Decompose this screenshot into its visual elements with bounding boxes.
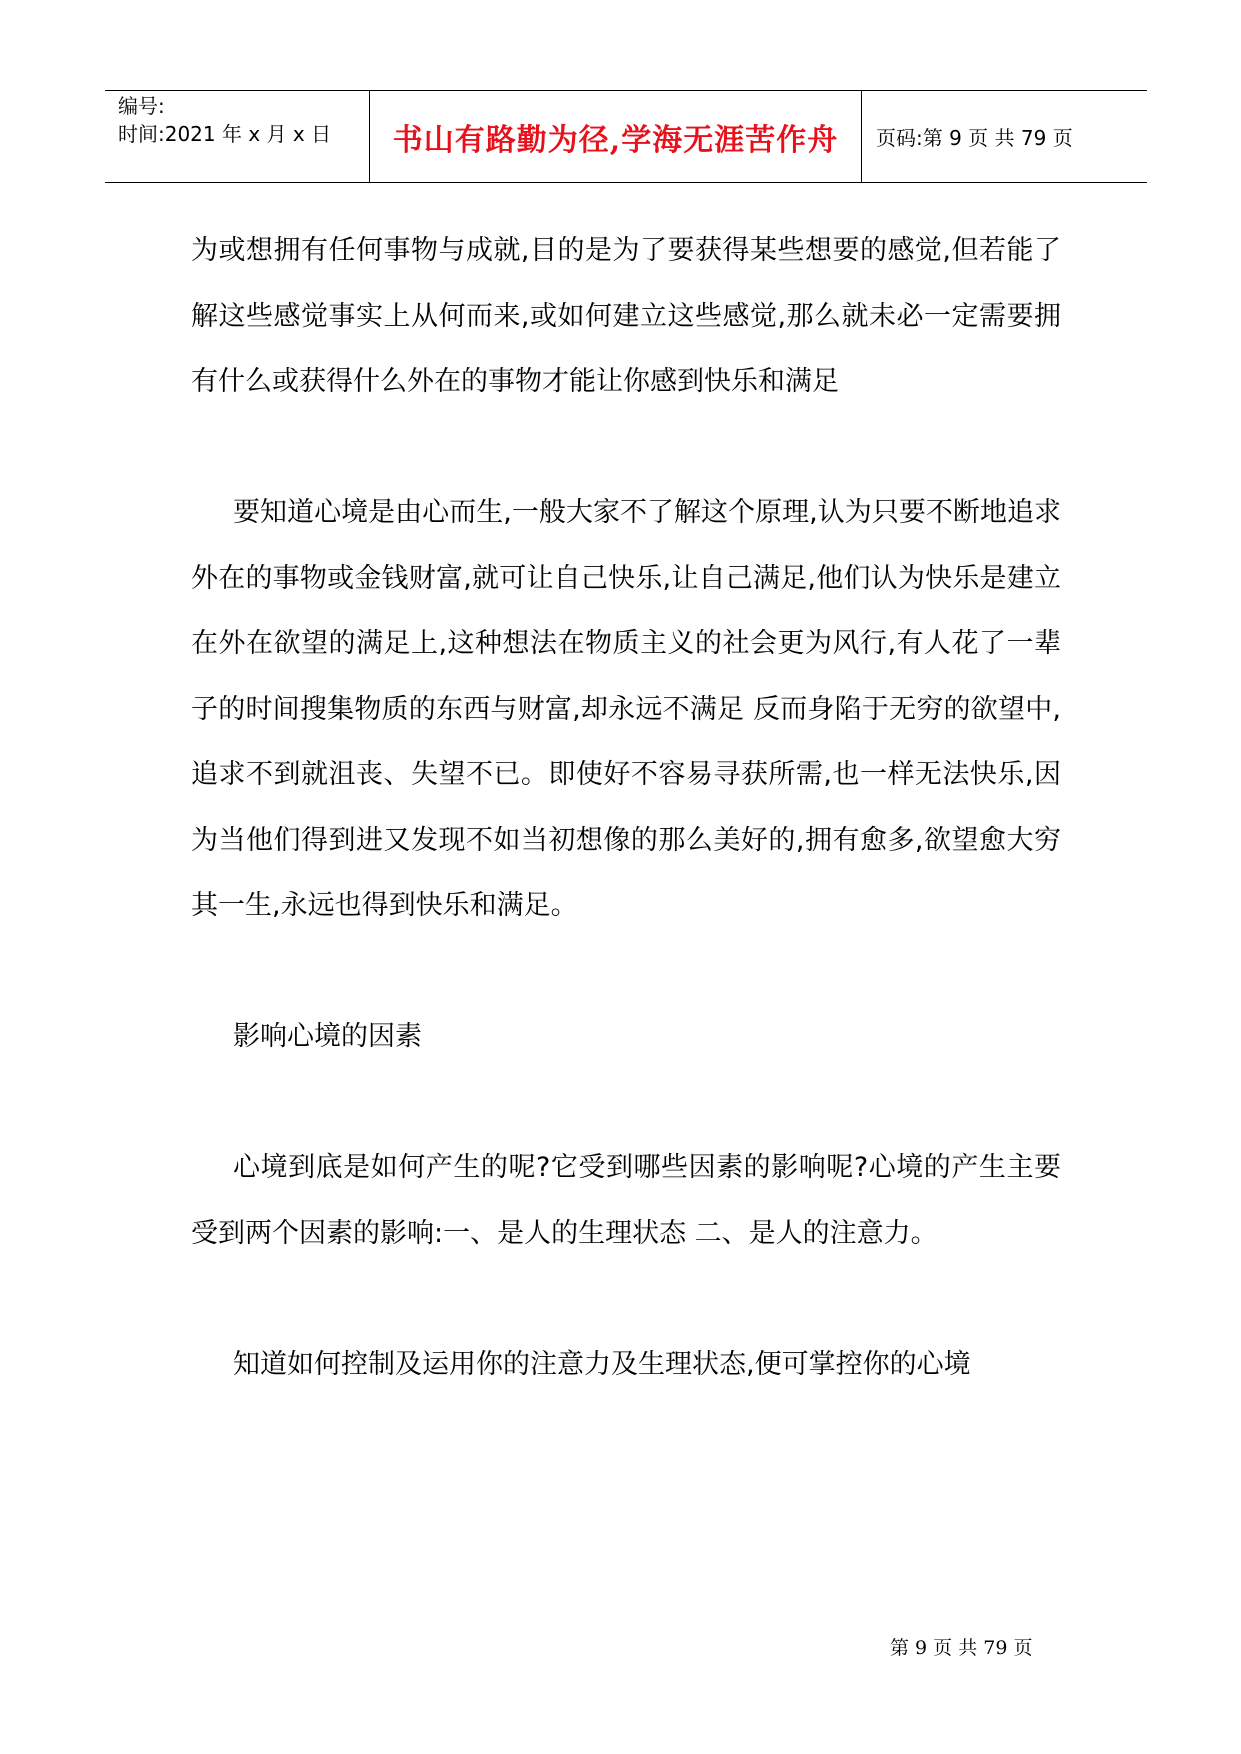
paragraph-1: 为或想拥有任何事物与成就,目的是为了要获得某些想要的感觉,但若能了解这些感觉事实上从何而来,或如何建立这些感觉,那么就未必一定需要拥有什么或获得什么外在的事物才能让你感到快乐和满足	[191, 235, 1061, 397]
paragraph-gap	[191, 415, 1061, 481]
header-meta	[118, 92, 331, 148]
section-heading: 影响心境的因素	[233, 1021, 422, 1052]
page-footer: 第 9 页 共 79 页	[890, 1637, 1033, 1659]
paragraph-gap	[191, 1266, 1061, 1332]
serial-number-label: 编号:	[118, 94, 165, 118]
header-page-code: 页码:第 9 页 共 79 页	[876, 126, 1073, 150]
paragraph-gap	[191, 939, 1061, 1005]
date-label: 时间:2021 年 x 月 x 日	[118, 122, 332, 146]
paragraph-2: 要知道心境是由心而生,一般大家不了解这个原理,认为只要不断地追求外在的事物或金钱财富,就可让自己快乐,让自己满足,他们认为快乐是建立在外在欲望的满足上,这种想法在物质主义的社会更为风行,有人花了一辈子的时间搜集物质的东西与财富,却永远不满足 反而身陷于无穷的欲望中,追求不到就沮丧、失望不已。即使好不容易寻获所需,也一样无法快乐,因为当他们得到进又发现不如当初想像的那么美好的,拥有愈多,欲望愈大穷其一生,永远也得到快乐和满足。	[191, 497, 1061, 921]
document-body	[191, 218, 1061, 1397]
header-motto: 书山有路勤为径,学海无涯苦作舟	[392, 122, 839, 158]
paragraph-3: 心境到底是如何产生的呢?它受到哪些因素的影响呢?心境的产生主要受到两个因素的影响:一、是人的生理状态 二、是人的注意力。	[191, 1152, 1061, 1249]
paragraph-gap	[191, 1070, 1061, 1136]
paragraph-4: 知道如何控制及运用你的注意力及生理状态,便可掌控你的心境	[233, 1348, 971, 1380]
header-divider-right	[861, 90, 862, 183]
